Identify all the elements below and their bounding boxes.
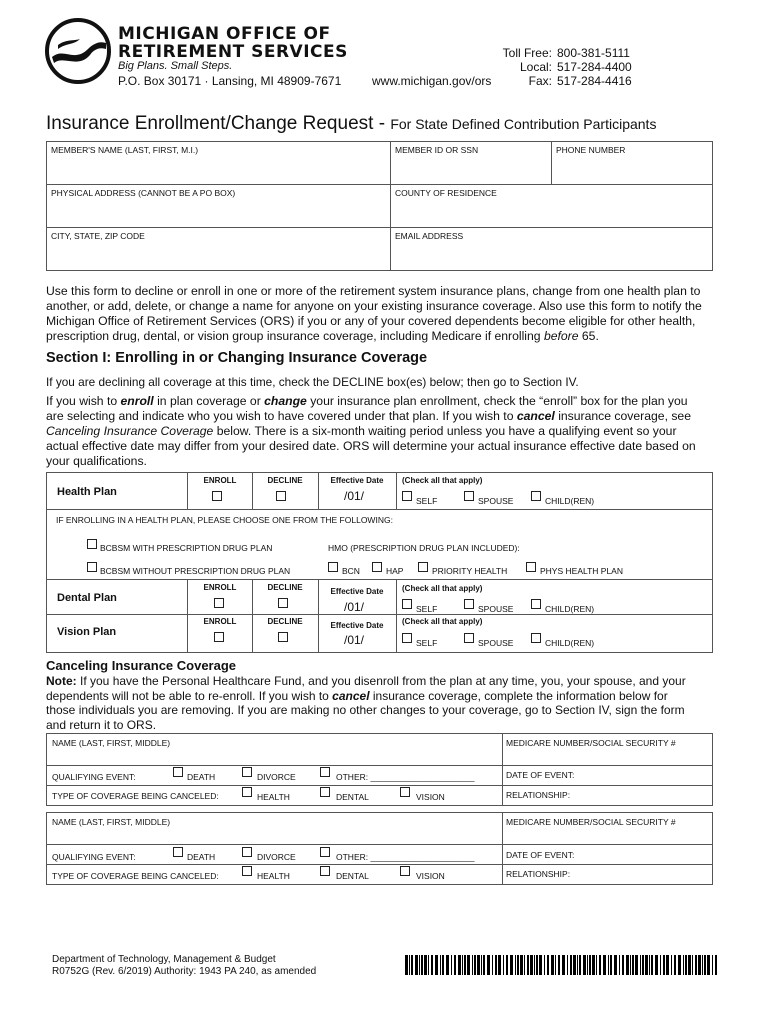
barcode-bar [577, 955, 578, 975]
dental-enroll-checkbox[interactable] [214, 598, 224, 608]
barcode-bar [539, 955, 542, 975]
dental-effective-date[interactable]: /01/ [344, 600, 365, 614]
barcode-bar [674, 955, 676, 975]
barcode-bar [596, 955, 597, 975]
barcode-bar [649, 955, 650, 975]
s1-line: actual effective date may differ from your desired date. ORS will determine your actual insurance effective date based on [46, 439, 696, 453]
cancel2-divorce-checkbox[interactable] [242, 847, 252, 857]
dental-children-checkbox[interactable] [531, 599, 541, 609]
barcode-bar [587, 955, 588, 975]
dental-enroll-header: ENROLL [203, 583, 237, 592]
health-self-label: SELF [416, 496, 438, 506]
health-checkall-header: (Check all that apply) [402, 476, 483, 485]
barcode-bar [666, 955, 669, 975]
bcbsm-rx-label: BCBSM WITH PRESCRIPTION DRUG PLAN [100, 543, 273, 553]
email-label: EMAIL ADDRESS [395, 231, 464, 241]
barcode-bar [555, 955, 556, 975]
cancel1-other-label[interactable]: OTHER: ______________________ [336, 772, 475, 782]
health-spouse-label: SPOUSE [478, 496, 514, 506]
priority-health-label: PRIORITY HEALTH [432, 566, 508, 576]
barcode-bar [483, 955, 485, 975]
phys-health-label: PHYS HEALTH PLAN [540, 566, 623, 576]
toll-free-label: Toll Free: [502, 46, 552, 60]
footer-form-number: R0752G (Rev. 6/2019) Authority: 1943 PA 240, as amended [52, 966, 317, 977]
cancel1-death-checkbox[interactable] [173, 767, 183, 777]
barcode-bar [458, 955, 461, 975]
cancel2-other-label[interactable]: OTHER: ______________________ [336, 852, 475, 862]
health-spouse-checkbox[interactable] [464, 491, 474, 501]
bcbsm-no-rx-label: BCBSM WITHOUT PRESCRIPTION DRUG PLAN [100, 566, 291, 576]
form-title-sub: For State Defined Contribution Participants [390, 116, 657, 132]
s1-text: are selecting and indicate who you wish to have covered under that plan. If you wish to [46, 409, 517, 423]
cancel1-other-checkbox[interactable] [320, 767, 330, 777]
barcode [405, 955, 717, 975]
cancel1-divorce-checkbox[interactable] [242, 767, 252, 777]
barcode-bar [619, 955, 620, 975]
barcode-bar [712, 955, 713, 975]
vision-effective-header: Effective Date [330, 621, 384, 630]
dental-self-label: SELF [416, 604, 438, 614]
barcode-bar [474, 955, 476, 975]
vision-children-label: CHILD(REN) [545, 638, 595, 648]
barcode-bar [424, 955, 427, 975]
s1-text: below. There is a six-month waiting period unless you have a qualifying event so your [213, 424, 677, 438]
health-decline-header: DECLINE [267, 476, 303, 485]
cancel2-divorce-label: DIVORCE [257, 852, 296, 862]
barcode-bar [622, 955, 624, 975]
s1-text: in plan coverage or [153, 394, 265, 408]
cancel1-relationship-label[interactable]: RELATIONSHIP: [506, 790, 571, 800]
barcode-bar [583, 955, 586, 975]
barcode-bar [671, 955, 672, 975]
barcode-bar [608, 955, 609, 975]
s1-emphasis: change [264, 394, 307, 408]
intro-line: Michigan Office of Retirement Services (ORS) if you or any of your covered dependents become eligible for other health, [46, 314, 696, 328]
barcode-bar [698, 955, 701, 975]
barcode-bar [692, 955, 693, 975]
barcode-bar [421, 955, 423, 975]
member-name-label: MEMBER'S NAME (LAST, FIRST, M.I.) [51, 145, 199, 155]
barcode-bar [685, 955, 687, 975]
note-text: If you have the Personal Healthcare Fund, and you disenroll from the plan at any time, you, your spouse, and your [76, 674, 686, 688]
barcode-bar [655, 955, 658, 975]
intro-paragraph [46, 284, 736, 344]
dental-spouse-checkbox[interactable] [464, 599, 474, 609]
barcode-bar [435, 955, 438, 975]
barcode-bar [524, 955, 525, 975]
address-field[interactable] [46, 184, 391, 228]
barcode-bar [431, 955, 433, 975]
cancel1-dental-checkbox[interactable] [320, 787, 330, 797]
cancel2-death-checkbox[interactable] [173, 847, 183, 857]
barcode-bar [428, 955, 429, 975]
vision-spouse-label: SPOUSE [478, 638, 514, 648]
priority-health-checkbox[interactable] [418, 562, 428, 572]
barcode-bar [467, 955, 470, 975]
member-id-label: MEMBER ID OR SSN [395, 145, 479, 155]
dental-decline-header: DECLINE [267, 583, 303, 592]
health-children-label: CHILD(REN) [545, 496, 595, 506]
s1-line [46, 424, 736, 439]
cancel1-medicare-label[interactable]: MEDICARE NUMBER/SOCIAL SECURITY # [506, 738, 676, 748]
barcode-bar [419, 955, 420, 975]
barcode-bar [481, 955, 482, 975]
barcode-bar [570, 955, 572, 975]
vision-children-checkbox[interactable] [531, 633, 541, 643]
health-enroll-header: ENROLL [203, 476, 237, 485]
s1-line: your qualifications. [46, 454, 147, 468]
s1-line [46, 394, 736, 409]
cancel1-vision-label: VISION [416, 792, 445, 802]
cancel2-dental-checkbox[interactable] [320, 866, 330, 876]
barcode-bar [440, 955, 441, 975]
barcode-bar [464, 955, 466, 975]
note-label: Note: [46, 674, 77, 688]
barcode-bar [632, 955, 634, 975]
footer-text [52, 954, 316, 978]
barcode-bar [547, 955, 549, 975]
barcode-bar [678, 955, 681, 975]
note-emphasis: cancel [332, 688, 370, 703]
dental-spouse-label: SPOUSE [478, 604, 514, 614]
barcode-bar [567, 955, 568, 975]
ors-logo [44, 17, 112, 85]
tagline: Big Plans. Small Steps. [118, 60, 233, 72]
ors-logo-icon [44, 17, 112, 85]
dental-decline-checkbox[interactable] [278, 598, 288, 608]
vision-plan-label: Vision Plan [57, 626, 117, 638]
dental-children-label: CHILD(REN) [545, 604, 595, 614]
barcode-bar [573, 955, 576, 975]
phone-label: PHONE NUMBER [556, 145, 626, 155]
barcode-bar [405, 955, 408, 975]
intro-line: Use this form to decline or enroll in one or more of the retirement system insurance plans, change from one health plan to [46, 284, 701, 298]
cancel2-dental-label: DENTAL [336, 871, 369, 881]
intro-text: prescription drug, dental, or vision group insurance coverage, including Medicare if enrolling [46, 329, 544, 343]
barcode-bar [695, 955, 697, 975]
choose-plan-instruction: IF ENROLLING IN A HEALTH PLAN, PLEASE CHOOSE ONE FROM THE FOLLOWING: [56, 515, 393, 525]
health-effective-date[interactable]: /01/ [344, 489, 365, 503]
bcn-checkbox[interactable] [328, 562, 338, 572]
barcode-bar [503, 955, 504, 975]
org-name-line1: MICHIGAN OFFICE OF [118, 24, 331, 44]
barcode-bar [603, 955, 606, 975]
barcode-bar [510, 955, 513, 975]
dental-plan-label: Dental Plan [57, 592, 117, 604]
vision-self-label: SELF [416, 638, 438, 648]
barcode-bar [645, 955, 648, 975]
bcn-label: BCN [342, 566, 360, 576]
s1-text: If you wish to [46, 394, 121, 408]
footer-dept: Department of Technology, Management & Budget [52, 954, 276, 965]
declining-text: If you are declining all coverage at this time, check the DECLINE box(es) below; then go to Section IV. [46, 375, 579, 389]
vision-spouse-checkbox[interactable] [464, 633, 474, 643]
cancel2-vision-checkbox[interactable] [400, 866, 410, 876]
city-field[interactable] [46, 227, 391, 271]
local-label: Local: [519, 60, 552, 74]
barcode-bar [592, 955, 595, 975]
barcode-bar [579, 955, 581, 975]
intro-text: 65. [578, 329, 599, 343]
toll-free-number: 800-381-5111 [557, 46, 630, 60]
dental-effective-header: Effective Date [330, 587, 384, 596]
s1-line [46, 409, 736, 424]
barcode-bar [477, 955, 480, 975]
bcbsm-rx-checkbox[interactable] [87, 539, 97, 549]
note-text: insurance coverage, complete the information below for [369, 688, 668, 703]
barcode-bar [704, 955, 706, 975]
cancel1-vision-checkbox[interactable] [400, 787, 410, 797]
barcode-bar [534, 955, 535, 975]
contact-labels [470, 46, 552, 88]
hmo-label: HMO (PRESCRIPTION DRUG PLAN INCLUDED): [328, 543, 520, 553]
barcode-bar [630, 955, 631, 975]
website: www.michigan.gov/ors [372, 74, 492, 88]
barcode-bar [520, 955, 523, 975]
hap-label: HAP [386, 566, 404, 576]
cancel2-vision-label: VISION [416, 871, 445, 881]
hap-checkbox[interactable] [372, 562, 382, 572]
barcode-bar [642, 955, 644, 975]
barcode-bar [688, 955, 691, 975]
cancel2-death-label: DEATH [187, 852, 216, 862]
cancel1-health-checkbox[interactable] [242, 787, 252, 797]
note-text: dependents will not be able to re-enroll. If you wish to [46, 688, 333, 703]
health-children-checkbox[interactable] [531, 491, 541, 501]
vision-effective-date[interactable]: /01/ [344, 633, 365, 647]
barcode-bar [472, 955, 473, 975]
intro-line [46, 329, 736, 344]
barcode-bar [492, 955, 493, 975]
mailing-address: P.O. Box 30171 · Lansing, MI 48909-7671 [118, 74, 342, 88]
intro-line: another, or add, delete, or change a name for anyone on your existing insurance coverage. Also use this form to notify the [46, 299, 702, 313]
barcode-bar [635, 955, 638, 975]
health-plan-label: Health Plan [57, 486, 117, 498]
barcode-bar [660, 955, 661, 975]
city-label: CITY, STATE, ZIP CODE [51, 231, 145, 241]
note-line [46, 689, 736, 704]
member-id-field[interactable] [390, 141, 552, 185]
contact-numbers [557, 46, 632, 88]
s1-text: your insurance plan enrollment, check the “enroll” box for the plan you [306, 394, 688, 408]
cancel2-name-label[interactable]: NAME (LAST, FIRST, MIDDLE) [52, 817, 171, 827]
dental-checkall-header: (Check all that apply) [402, 584, 483, 593]
cancel1-type-label: TYPE OF COVERAGE BEING CANCELED: [52, 791, 219, 801]
s1-emphasis: cancel [516, 409, 555, 423]
health-effective-header: Effective Date [330, 476, 384, 485]
county-field[interactable] [390, 184, 713, 228]
barcode-icon [405, 955, 717, 975]
barcode-bar [640, 955, 641, 975]
barcode-bar [517, 955, 519, 975]
barcode-bar [515, 955, 516, 975]
fax-label: Fax: [528, 74, 552, 88]
cancel1-date-event-label[interactable]: DATE OF EVENT: [506, 770, 575, 780]
cancel2-health-label: HEALTH [257, 871, 290, 881]
barcode-bar [415, 955, 418, 975]
county-label: COUNTY OF RESIDENCE [395, 188, 497, 198]
barcode-bar [558, 955, 560, 975]
s1-text: insurance coverage, see [554, 409, 691, 423]
barcode-bar [527, 955, 529, 975]
barcode-bar [442, 955, 444, 975]
canceling-heading: Canceling Insurance Coverage [46, 658, 237, 673]
vision-enroll-header: ENROLL [203, 617, 237, 626]
barcode-bar [495, 955, 497, 975]
intro-emphasis: before [543, 329, 579, 343]
section1-paragraph [46, 394, 736, 469]
local-number: 517-284-4400 [557, 60, 632, 74]
barcode-bar [536, 955, 538, 975]
health-enroll-checkbox[interactable] [212, 491, 222, 501]
barcode-bar [462, 955, 463, 975]
barcode-bar [562, 955, 565, 975]
vision-decline-header: DECLINE [267, 617, 303, 626]
vision-decline-checkbox[interactable] [278, 632, 288, 642]
note-line: those individuals you are removing. If you are making no other changes to your coverage, go to Section IV, sign the form [46, 703, 685, 717]
cancel1-dental-label: DENTAL [336, 792, 369, 802]
note-line: and return it to ORS. [46, 717, 157, 732]
barcode-bar [454, 955, 456, 975]
bcbsm-no-rx-checkbox[interactable] [87, 562, 97, 572]
vision-self-checkbox[interactable] [402, 633, 412, 643]
cancel1-qualifying-label: QUALIFYING EVENT: [52, 772, 136, 782]
dental-self-checkbox[interactable] [402, 599, 412, 609]
barcode-bar [451, 955, 452, 975]
barcode-bar [707, 955, 710, 975]
vision-enroll-checkbox[interactable] [214, 632, 224, 642]
health-decline-checkbox[interactable] [276, 491, 286, 501]
barcode-bar [651, 955, 653, 975]
cancel2-type-label: TYPE OF COVERAGE BEING CANCELED: [52, 871, 219, 881]
phone-field[interactable] [551, 141, 713, 185]
s1-emphasis: Canceling Insurance Coverage [46, 424, 214, 438]
barcode-bar [683, 955, 684, 975]
barcode-bar [599, 955, 601, 975]
form-title-main: Insurance Enrollment/Change Request - [46, 113, 386, 134]
barcode-bar [530, 955, 533, 975]
cancel2-date-event-label[interactable]: DATE OF EVENT: [506, 850, 575, 860]
cancel2-other-checkbox[interactable] [320, 847, 330, 857]
cancel2-relationship-label[interactable]: RELATIONSHIP: [506, 869, 571, 879]
cancel2-medicare-label[interactable]: MEDICARE NUMBER/SOCIAL SECURITY # [506, 817, 676, 827]
s1-emphasis: enroll [120, 394, 154, 408]
cancel1-death-label: DEATH [187, 772, 216, 782]
cancel1-name-label[interactable]: NAME (LAST, FIRST, MIDDLE) [52, 738, 171, 748]
barcode-bar [446, 955, 449, 975]
barcode-bar [702, 955, 703, 975]
cancel2-qualifying-label: QUALIFYING EVENT: [52, 852, 136, 862]
vision-checkall-header: (Check all that apply) [402, 617, 483, 626]
barcode-bar [409, 955, 410, 975]
phys-health-checkbox[interactable] [526, 562, 536, 572]
address-label: PHYSICAL ADDRESS (CANNOT BE A PO BOX) [51, 188, 236, 198]
canceling-note [46, 674, 736, 732]
barcode-bar [614, 955, 617, 975]
email-field[interactable] [390, 227, 713, 271]
barcode-bar [715, 955, 717, 975]
org-name-line2: RETIREMENT SERVICES [118, 42, 348, 62]
fax-number: 517-284-4416 [557, 74, 632, 88]
section1-heading: Section I: Enrolling in or Changing Insurance Coverage [46, 350, 428, 366]
cancel2-health-checkbox[interactable] [242, 866, 252, 876]
barcode-bar [610, 955, 612, 975]
barcode-bar [551, 955, 554, 975]
note-line [46, 674, 736, 689]
barcode-bar [498, 955, 501, 975]
barcode-bar [663, 955, 665, 975]
form-title [46, 113, 656, 135]
cancel1-health-label: HEALTH [257, 792, 290, 802]
barcode-bar [411, 955, 413, 975]
cancel1-divorce-label: DIVORCE [257, 772, 296, 782]
barcode-bar [589, 955, 591, 975]
barcode-bar [487, 955, 490, 975]
barcode-bar [506, 955, 508, 975]
barcode-bar [544, 955, 545, 975]
health-self-checkbox[interactable] [402, 491, 412, 501]
barcode-bar [626, 955, 629, 975]
member-name-field[interactable] [46, 141, 391, 185]
